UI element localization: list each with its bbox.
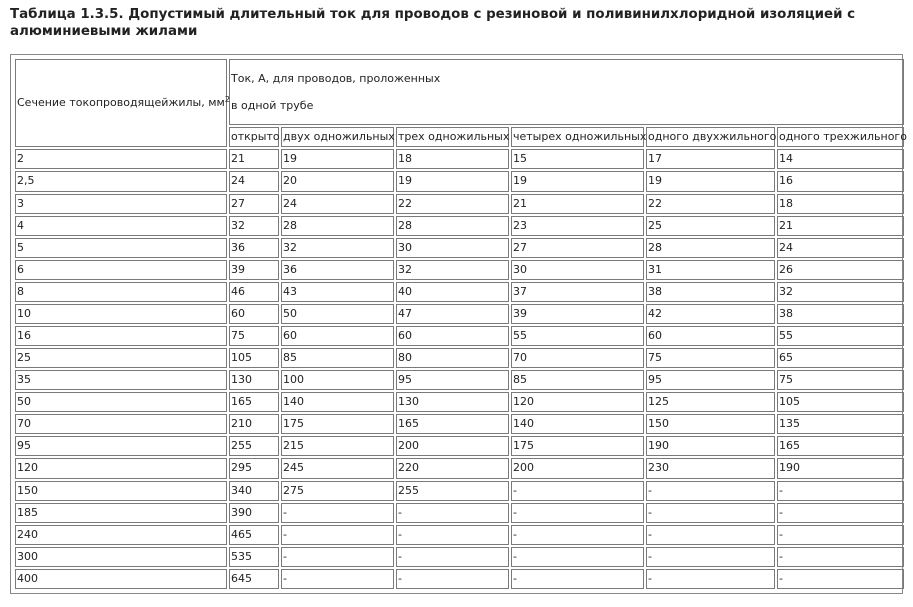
current-value-cell: 55 [777,326,904,346]
table-row [15,194,904,214]
current-value-cell: 190 [777,458,904,478]
current-value-cell: 165 [777,436,904,456]
current-value-cell: 21 [777,216,904,236]
current-value-cell: 19 [646,171,775,191]
current-value-cell: 32 [396,260,509,280]
current-value-cell: 19 [511,171,644,191]
table-row [15,370,904,390]
column-header: одного трехжильного [777,127,904,147]
current-value-cell: 80 [396,348,509,368]
current-value-cell: 19 [281,149,394,169]
current-value-cell: 140 [281,392,394,412]
current-value-cell: - [511,547,644,567]
current-value-cell: 30 [396,238,509,258]
table-row [15,326,904,346]
current-value-cell: 31 [646,260,775,280]
current-value-cell: 38 [646,282,775,302]
section-cell: 150 [15,481,227,501]
current-value-cell: 220 [396,458,509,478]
section-cell: 4 [15,216,227,236]
table-row [15,282,904,302]
section-cell: 400 [15,569,227,589]
current-value-cell: - [281,547,394,567]
current-value-cell: 215 [281,436,394,456]
current-value-cell: 22 [646,194,775,214]
current-value-cell: 140 [511,414,644,434]
current-value-cell: 19 [396,171,509,191]
current-value-cell: - [281,525,394,545]
current-value-cell: 535 [229,547,279,567]
table-row [15,304,904,324]
section-cell: 185 [15,503,227,523]
current-value-cell: 60 [229,304,279,324]
current-value-cell: 175 [511,436,644,456]
table-row [15,436,904,456]
section-cell: 300 [15,547,227,567]
column-header: трех одножильных [396,127,509,147]
current-value-cell: 32 [281,238,394,258]
current-value-cell: 40 [396,282,509,302]
section-cell: 16 [15,326,227,346]
current-value-cell: 30 [511,260,644,280]
current-value-cell: - [281,503,394,523]
current-value-cell: 17 [646,149,775,169]
current-value-cell: - [646,525,775,545]
section-header-cell [15,59,230,147]
table-row [15,414,904,434]
current-value-cell: 25 [646,216,775,236]
current-value-cell: 70 [511,348,644,368]
current-value-cell: 47 [396,304,509,324]
current-value-cell: 46 [229,282,279,302]
current-value-cell: 190 [646,436,775,456]
section-cell: 10 [15,304,227,324]
table-row [15,238,904,258]
current-value-cell: 175 [281,414,394,434]
column-header: одного двухжильного [646,127,775,147]
current-value-cell: 75 [229,326,279,346]
current-value-cell: 14 [777,149,904,169]
table-row [15,503,904,523]
current-value-cell: 24 [281,194,394,214]
current-value-cell: - [511,525,644,545]
current-value-cell: 55 [511,326,644,346]
current-value-cell: 21 [229,149,279,169]
current-value-cell: 37 [511,282,644,302]
current-value-cell: - [396,547,509,567]
current-value-cell: - [777,547,904,567]
current-value-cell: 36 [229,238,279,258]
section-cell: 70 [15,414,227,434]
current-value-cell: 230 [646,458,775,478]
current-value-cell: - [777,525,904,545]
current-value-cell: 200 [396,436,509,456]
current-value-cell: 18 [396,149,509,169]
current-value-cell: 75 [646,348,775,368]
current-value-cell: 75 [777,370,904,390]
section-cell: 240 [15,525,227,545]
current-value-cell: 60 [646,326,775,346]
current-value-cell: 295 [229,458,279,478]
current-value-cell: 150 [646,414,775,434]
current-value-cell: 85 [281,348,394,368]
section-cell: 120 [15,458,227,478]
current-header-cell [229,59,904,125]
current-value-cell: 32 [229,216,279,236]
column-header: открыто [229,127,279,147]
current-value-cell: 645 [229,569,279,589]
section-cell: 3 [15,194,227,214]
current-value-cell: - [396,525,509,545]
table-frame [10,54,907,594]
current-value-cell: 340 [229,481,279,501]
table-header-row [15,59,904,125]
section-cell: 2,5 [15,171,227,191]
current-value-cell: 100 [281,370,394,390]
current-value-cell: 275 [281,481,394,501]
current-value-cell: 26 [777,260,904,280]
section-cell: 25 [15,348,227,368]
table-row [15,458,904,478]
current-value-cell: 255 [229,436,279,456]
table-title: Таблица 1.3.5. Допустимый длительный ток для проводов с резиновой и поливинилхлоридной изоляцией с алюминиевыми жилами [10,7,856,39]
current-value-cell: 120 [511,392,644,412]
section-cell: 35 [15,370,227,390]
section-cell: 2 [15,149,227,169]
current-value-cell: 27 [229,194,279,214]
section-cell: 95 [15,436,227,456]
current-value-cell: 85 [511,370,644,390]
current-value-cell: 28 [281,216,394,236]
current-value-cell: 18 [777,194,904,214]
current-value-cell: 43 [281,282,394,302]
current-value-cell: 42 [646,304,775,324]
current-value-cell: 95 [396,370,509,390]
current-header-label: Ток, А, для проводов, проложенных [231,71,441,85]
current-value-cell: 32 [777,282,904,302]
current-value-cell: 27 [511,238,644,258]
current-value-cell: - [511,503,644,523]
current-value-cell: 125 [646,392,775,412]
current-value-cell: - [646,569,775,589]
current-value-cell: 105 [229,348,279,368]
table-row [15,216,904,236]
current-value-cell: 16 [777,171,904,191]
current-value-cell: 24 [777,238,904,258]
current-value-cell: - [777,481,904,501]
table-row [15,149,904,169]
current-value-cell: 50 [281,304,394,324]
current-value-cell: 39 [229,260,279,280]
current-value-cell: 245 [281,458,394,478]
current-value-cell: - [511,569,644,589]
current-value-cell: 22 [396,194,509,214]
section-header-label: Сечение токопроводящейжилы, мм [17,96,225,110]
current-value-cell: - [396,569,509,589]
current-value-cell: 38 [777,304,904,324]
current-value-cell: - [646,503,775,523]
current-value-cell: 130 [396,392,509,412]
current-value-cell: 165 [396,414,509,434]
current-value-cell: 36 [281,260,394,280]
table-row [15,348,904,368]
current-value-cell: 60 [281,326,394,346]
current-value-cell: 23 [511,216,644,236]
table-row [15,569,904,589]
current-value-cell: 95 [646,370,775,390]
current-value-cell: - [396,503,509,523]
current-value-cell: 210 [229,414,279,434]
current-value-cell: - [646,547,775,567]
current-value-cell: - [511,481,644,501]
table-row [15,481,904,501]
current-value-cell: - [777,569,904,589]
section-cell: 8 [15,282,227,302]
current-value-cell: 105 [777,392,904,412]
table-row [15,171,904,191]
section-header-sup: 2 [224,95,230,105]
table-row [15,547,904,567]
current-value-cell: - [281,569,394,589]
column-header: двух одножильных [281,127,394,147]
current-value-cell: 200 [511,458,644,478]
current-value-cell: 21 [511,194,644,214]
section-cell: 5 [15,238,227,258]
current-value-cell: 165 [229,392,279,412]
section-cell: 6 [15,260,227,280]
current-value-cell: 390 [229,503,279,523]
section-cell: 50 [15,392,227,412]
current-value-cell: 60 [396,326,509,346]
current-value-cell: 130 [229,370,279,390]
current-value-cell: 15 [511,149,644,169]
current-value-cell: 39 [511,304,644,324]
tube-header-label: в одной трубе [231,98,314,112]
current-value-cell: 135 [777,414,904,434]
current-value-cell: 24 [229,171,279,191]
current-value-cell: 28 [396,216,509,236]
current-value-cell: 465 [229,525,279,545]
current-value-cell: - [777,503,904,523]
current-value-cell: 28 [646,238,775,258]
table-row [15,525,904,545]
table-row [15,260,904,280]
column-header: четырех одножильных [511,127,644,147]
table-row [15,392,904,412]
current-table [13,57,906,591]
current-value-cell: 255 [396,481,509,501]
current-value-cell: 20 [281,171,394,191]
current-value-cell: - [646,481,775,501]
current-value-cell: 65 [777,348,904,368]
